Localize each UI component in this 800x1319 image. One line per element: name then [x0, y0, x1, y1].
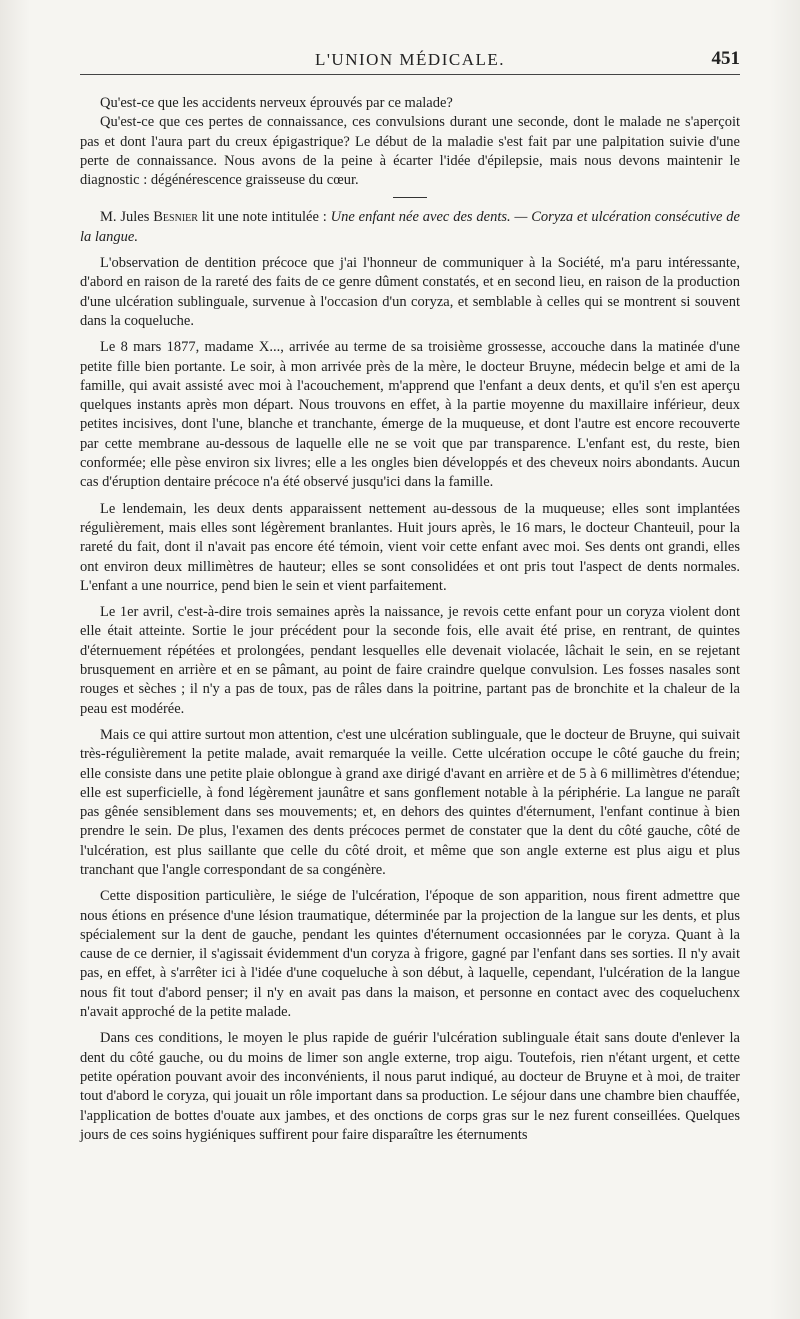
note-lead: lit une note intitulée : — [197, 209, 331, 226]
note-author-prefix: M. Jules — [100, 209, 154, 226]
intro-paragraph-2: Qu'est-ce que ces pertes de connaissance, ces convulsions durant une seconde, dont le malade ne s'aperçoit pas et dont l'aura part du creux épigastrique? Le début de la maladie s'est fait par une palpitation suivie d'une perte de connaissance. Nous avons de la peine à écarter l'idée d'épilepsie, mais nous devons maintenir le diagnostic : dégénérescence graisseuse du cœur. — [80, 114, 740, 189]
journal-title: L'UNION MÉDICALE. — [314, 50, 506, 69]
intro-paragraph-1: Qu'est-ce que les accidents nerveux éprouvés par ce malade? — [100, 95, 453, 111]
section-separator — [393, 197, 427, 198]
paragraph: Mais ce qui attire surtout mon attention, c'est une ulcération sublinguale, que le docteur de Bruyne, qui suivait très-régulièrement la petite malade, avait remarquée la veille. Cette ulcération occupe le côté gauche du frein; elle consiste dans une petite plaie oblongue à grand axe dirigé d'avant en arrière et de 5 à 6 millimètres d'étendue; elle est superficielle, à fond légèrement jaunâtre et sans gonflement notable à la périphérie. La langue ne paraît pas gênée sensiblement dans ses mouvements; et, en dehors des quintes d'éternument, l'enfant continue à bien prendre le sein. De plus, l'examen des dents précoces permet de constater que la dent du côté gauche, côté de l'ulcération, est plus saillante que celle du côté droit, et même que son angle externe est plus aigu et plus tranchant que l'angle correspondant de sa congénère. — [80, 726, 740, 878]
paragraph: Cette disposition particulière, le siége de l'ulcération, l'époque de son apparition, nous firent admettre que nous étions en présence d'une lésion traumatique, déterminée par la projection de la langue sur les dents, et plus spécialement sur la dent de gauche, pendant les quintes d'éternument occasionnées par le coryza. Quant à la cause de ce dernier, il s'agissait évidemment d'un coryza à frigore, gagné par l'enfant dans ses sorties. Il n'y avait pas, en effet, à s'arrêter ici à l'idée d'une coqueluche à son début, à laquelle, cependant, l'ulcération de la langue nous fit tout d'abord penser; il n'y en avait pas dans la maison, et personne en contact avec des coqueluchenx n'avait approché de la petite malade. — [80, 888, 740, 1021]
page-number: 451 — [711, 48, 740, 69]
article-body — [80, 94, 740, 1152]
paragraph: L'observation de dentition précoce que j'ai l'honneur de communiquer à la Société, m'a paru intéressante, d'abord en raison de la rareté des faits de ce genre dûment constatés, et en second lieu, en raison de la production d'une ulcération sublinguale, survenue à l'occasion d'un coryza, et semblable à celles qui se montrent si souvent dans la coqueluche. — [80, 255, 740, 329]
running-header — [80, 48, 740, 75]
note-heading — [80, 208, 740, 247]
paragraph: Dans ces conditions, le moyen le plus rapide de guérir l'ulcération sublinguale était sans doute d'enlever la dent du côté gauche, ou du moins de limer son angle externe, trop aigu. Toutefois, rien n'étant urgent, et cette petite opération pouvant avoir des inconvénients, il nous parut indiqué, au docteur de Bruyne et à moi, de traiter tout d'abord le coryza, qui jouait un rôle important dans sa production. Le séjour dans une chambre bien chauffée, l'application de bottes d'ouate aux jambes, et des onctions de corps gras sur le nez furent conseillées. Quelques jours de ces soins hygiéniques suffirent pour faire disparaître les éternuments — [80, 1030, 740, 1143]
paragraph: Le lendemain, les deux dents apparaissent nettement au-dessous de la muqueuse; elles sont implantées régulièrement, mais elles sont légèrement branlantes. Huit jours après, le 16 mars, le docteur Chanteuil, pour la rareté du fait, dont il n'avait pas encore été témoin, vient voir cette enfant avec moi. Ses dents ont grandi, elles ont environ deux millimètres de hauteur; elles se sont consolidées et ont pris tout l'aspect de dents normales. L'enfant a une nourrice, pend bien le sein et vient parfaitement. — [80, 500, 740, 594]
paragraph: Le 1er avril, c'est-à-dire trois semaines après la naissance, je revois cette enfant pour un coryza violent dont elle était atteinte. Sortie le jour précédent pour la seconde fois, elle avait été prise, en rentrant, de quintes d'éternuement répétées et prolongées, pendant lesquelles elle devenait violacée, lâchait le sein, en se rejetant brusquement en arrière et en se pâmant, au point de faire craindre quelque convulsion. Les fosses nasales sont rouges et sèches ; il n'y a pas de toux, pas de râles dans la poitrine, partant pas de bronchite et la chaleur de la peau est modérée. — [80, 604, 740, 717]
note-author-name: Besnier — [153, 209, 198, 226]
paragraph: Le 8 mars 1877, madame X..., arrivée au terme de sa troisième grossesse, accouche dans la matinée d'une petite fille bien portante. Le soir, à mon arrivée près de la mère, le docteur Bruyne, médecin belge et ami de la famille, qui avait assisté avec moi à l'acouchement, m'apprend que l'enfant a deux dents, et qu'il s'en est aperçu quelques instants après mon départ. Nous trouvons en effet, à la partie moyenne du maxillaire inférieur, deux petites incisives, dont l'une, blanche et tranchante, émerge de la muqueuse, et dont l'autre est encore recouverte par cette membrane au-dessous de laquelle elle ne se voit que par transparence. L'enfant est, du reste, bien conformée; elle pèse environ six livres; elle a les ongles bien développés et des cheveux noirs abondants. Aucun cas d'éruption dentaire précoce n'a été observé jusqu'ici dans la famille. — [80, 339, 740, 491]
note-title: Une enfant née avec des dents. — Coryza et ulcération consécutive de la langue. — [80, 209, 740, 245]
